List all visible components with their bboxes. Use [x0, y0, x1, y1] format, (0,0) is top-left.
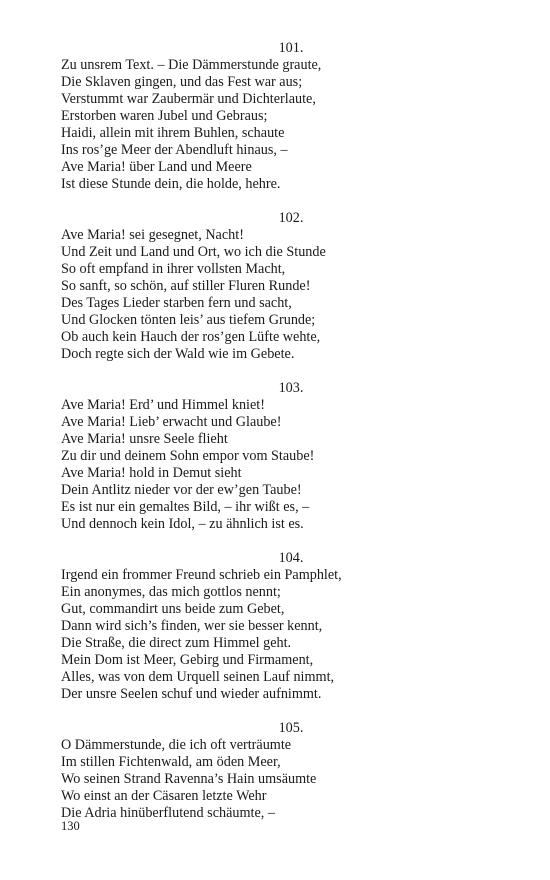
- stanza-102: [61, 210, 491, 363]
- verse-line: Ave Maria! Lieb’ erwacht und Glaube!: [61, 414, 282, 430]
- verse-line: Ave Maria! sei gesegnet, Nacht!: [61, 227, 244, 243]
- stanza-number: 104.: [278, 550, 304, 566]
- verse-line: Ave Maria! über Land und Meere: [61, 159, 252, 175]
- verse-line: Des Tages Lieder starben fern und sacht,: [61, 295, 292, 311]
- verse-line: Ins ros’ge Meer der Abendluft hinaus, –: [61, 142, 288, 158]
- verse-line: Ave Maria! Erd’ und Himmel kniet!: [61, 397, 265, 413]
- verse-line: Zu unsrem Text. – Die Dämmerstunde graute,: [61, 57, 322, 73]
- stanza-number: 102.: [278, 210, 304, 226]
- verse-line: Ist diese Stunde dein, die holde, hehre.: [61, 176, 281, 192]
- verse-line: Ein anonymes, das mich gottlos nennt;: [61, 584, 281, 600]
- verse-line: Dann wird sich’s finden, wer sie besser kennt,: [61, 618, 323, 634]
- verse-line: Und Glocken tönten leis’ aus tiefem Grunde;: [61, 312, 316, 328]
- verse-line: So oft empfand in ihrer vollsten Macht,: [61, 261, 286, 277]
- verse-line: Ave Maria! hold in Demut sieht: [61, 465, 242, 481]
- verse-line: Dein Antlitz nieder vor der ew’gen Taube!: [61, 482, 302, 498]
- verse-line: Mein Dom ist Meer, Gebirg und Firmament,: [61, 652, 314, 668]
- verse-line: Wo seinen Strand Ravenna’s Hain umsäumte: [61, 771, 317, 787]
- stanza-number: 101.: [278, 40, 304, 56]
- verse-line: Haidi, allein mit ihrem Buhlen, schaute: [61, 125, 285, 141]
- stanza-number: 105.: [278, 720, 304, 736]
- stanza-101: [61, 40, 491, 193]
- verse-line: Die Straße, die direct zum Himmel geht.: [61, 635, 292, 651]
- stanza-103: [61, 380, 491, 533]
- verse-line: Irgend ein frommer Freund schrieb ein Pamphlet,: [61, 567, 342, 583]
- verse-line: Im stillen Fichtenwald, am öden Meer,: [61, 754, 281, 770]
- page-number: 130: [61, 819, 80, 833]
- poem-page: [61, 40, 491, 839]
- verse-line: Die Adria hinüberflutend schäumte, –: [61, 805, 275, 821]
- verse-line: Doch regte sich der Wald wie im Gebete.: [61, 346, 295, 362]
- verse-line: Alles, was von dem Urquell seinen Lauf nimmt,: [61, 669, 335, 685]
- stanza-104: [61, 550, 491, 703]
- verse-line: O Dämmerstunde, die ich oft verträumte: [61, 737, 292, 753]
- verse-line: Und Zeit und Land und Ort, wo ich die Stunde: [61, 244, 326, 260]
- verse-line: Es ist nur ein gemaltes Bild, – ihr wißt es, –: [61, 499, 310, 515]
- verse-line: Der unsre Seelen schuf und wieder aufnimmt.: [61, 686, 322, 702]
- verse-line: So sanft, so schön, auf stiller Fluren Runde!: [61, 278, 311, 294]
- stanza-105: [61, 720, 491, 822]
- verse-line: Verstummt war Zaubermär und Dichterlaute,: [61, 91, 316, 107]
- stanza-number: 103.: [278, 380, 304, 396]
- verse-line: Wo einst an der Cäsaren letzte Wehr: [61, 788, 267, 804]
- verse-line: Zu dir und deinem Sohn empor vom Staube!: [61, 448, 315, 464]
- verse-line: Ob auch kein Hauch der ros’gen Lüfte wehte,: [61, 329, 321, 345]
- verse-line: Die Sklaven gingen, und das Fest war aus;: [61, 74, 303, 90]
- verse-line: Gut, commandirt uns beide zum Gebet,: [61, 601, 285, 617]
- verse-line: Ave Maria! unsre Seele flieht: [61, 431, 228, 447]
- verse-line: Und dennoch kein Idol, – zu ähnlich ist es.: [61, 516, 304, 532]
- verse-line: Erstorben waren Jubel und Gebraus;: [61, 108, 268, 124]
